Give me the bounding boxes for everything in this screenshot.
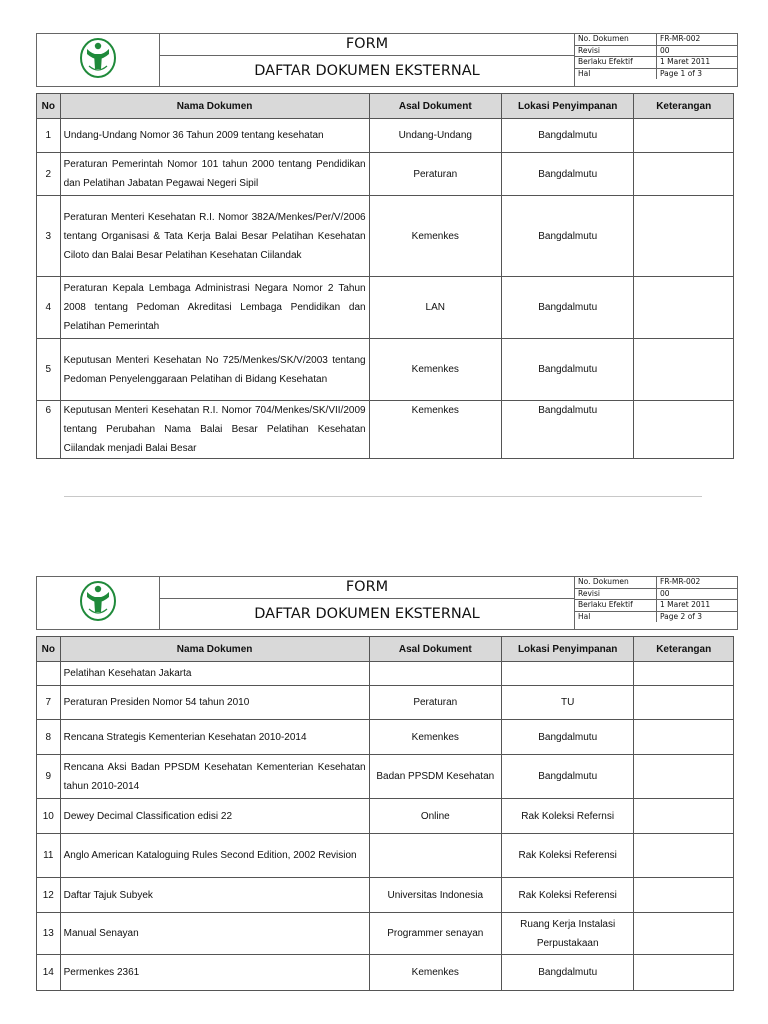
table-row (37, 799, 734, 834)
cell-asal: Kemenkes (369, 720, 501, 755)
cell-no: 6 (37, 401, 61, 459)
meta-label-revisi: Revisi (575, 588, 657, 600)
document-table (36, 93, 734, 459)
page-separator (64, 496, 702, 497)
form-subtitle: DAFTAR DOKUMEN EKSTERNAL (254, 606, 480, 622)
col-header-keterangan: Keterangan (634, 637, 734, 662)
cell-nama: Peraturan Presiden Nomor 54 tahun 2010 (60, 686, 369, 720)
form-header (36, 33, 738, 87)
logo-cell (37, 34, 160, 87)
document-meta (575, 34, 738, 87)
form-title: FORM (160, 577, 574, 599)
meta-value-hal: Page 2 of 3 (660, 611, 703, 621)
document-table (36, 636, 734, 991)
meta-label-revisi: Revisi (575, 45, 657, 57)
cell-keterangan (634, 662, 734, 686)
cell-asal: Online (369, 799, 501, 834)
logo-cell (37, 577, 160, 630)
table-row (37, 913, 734, 955)
cell-lokasi: Bangdalmutu (501, 401, 633, 459)
table-row (37, 196, 734, 277)
cell-nama: Peraturan Kepala Lembaga Administrasi Negara Nomor 2 Tahun 2008 tentang Pedoman Akreditasi Lembaga Pendidikan dan Pelatihan Pemerintah (60, 277, 369, 339)
meta-value-berlaku: 1 Maret 2011 (657, 600, 738, 612)
form-title: FORM (160, 34, 574, 56)
cell-nama: Manual Senayan (60, 913, 369, 955)
table-row (37, 878, 734, 913)
col-header-keterangan: Keterangan (634, 94, 734, 119)
cell-lokasi: Bangdalmutu (501, 955, 633, 991)
cell-keterangan (634, 277, 734, 339)
cell-keterangan (634, 799, 734, 834)
cell-lokasi: Bangdalmutu (501, 277, 633, 339)
meta-label-no-dokumen: No. Dokumen (575, 34, 657, 45)
meta-label-hal: Hal (575, 611, 657, 622)
table-row (37, 686, 734, 720)
cell-lokasi: Rak Koleksi Refernsi (501, 799, 633, 834)
cell-nama: Undang-Undang Nomor 36 Tahun 2009 tentang kesehatan (60, 119, 369, 153)
cell-no: 7 (37, 686, 61, 720)
cell-asal: Undang-Undang (369, 119, 501, 153)
cell-no: 5 (37, 339, 61, 401)
cell-lokasi: Bangdalmutu (501, 755, 633, 799)
form-page-1 (36, 33, 734, 459)
cell-no: 14 (37, 955, 61, 991)
col-header-lokasi: Lokasi Penyimpanan (501, 94, 633, 119)
cell-asal: Peraturan (369, 153, 501, 196)
cell-keterangan (634, 153, 734, 196)
cell-no: 1 (37, 119, 61, 153)
cell-asal: Kemenkes (369, 955, 501, 991)
cell-no: 13 (37, 913, 61, 955)
cell-nama: Daftar Tajuk Subyek (60, 878, 369, 913)
cell-keterangan (634, 119, 734, 153)
cell-keterangan (634, 720, 734, 755)
cell-keterangan (634, 955, 734, 991)
table-row (37, 662, 734, 686)
table-row (37, 119, 734, 153)
meta-value-no-dokumen: FR-MR-002 (657, 34, 738, 45)
table-row (37, 755, 734, 799)
cell-nama: Anglo American Kataloguing Rules Second Edition, 2002 Revision (60, 834, 369, 878)
cell-no: 10 (37, 799, 61, 834)
meta-label-berlaku: Berlaku Efektif (575, 600, 657, 612)
table-row (37, 339, 734, 401)
cell-lokasi: Ruang Kerja Instalasi Perpustakaan (501, 913, 633, 955)
meta-value-revisi: 00 (657, 45, 738, 57)
cell-no (37, 662, 61, 686)
cell-nama: Rencana Strategis Kementerian Kesehatan 2010-2014 (60, 720, 369, 755)
cell-keterangan (634, 834, 734, 878)
bakti-husada-logo-icon (78, 36, 118, 80)
cell-asal (369, 662, 501, 686)
cell-nama: Dewey Decimal Classification edisi 22 (60, 799, 369, 834)
cell-nama: Peraturan Menteri Kesehatan R.I. Nomor 382A/Menkes/Per/V/2006 tentang Organisasi & Tata Kerja Balai Besar Pelatihan Kesehatan Ciloto dan Balai Besar Pelatihan Kesehatan Ciilandak (60, 196, 369, 277)
cell-no: 9 (37, 755, 61, 799)
cell-lokasi: Bangdalmutu (501, 196, 633, 277)
cell-nama: Keputusan Menteri Kesehatan R.I. Nomor 704/Menkes/SK/VII/2009 tentang Perubahan Nama Balai Besar Pelatihan Kesehatan Ciilandak menjadi Balai Besar (60, 401, 369, 459)
meta-value-revisi: 00 (657, 588, 738, 600)
table-row (37, 401, 734, 459)
title-cell (160, 577, 575, 630)
cell-asal: Universitas Indonesia (369, 878, 501, 913)
cell-keterangan (634, 755, 734, 799)
cell-lokasi (501, 662, 633, 686)
cell-nama: Peraturan Pemerintah Nomor 101 tahun 2000 tentang Pendidikan dan Pelatihan Jabatan Pegawai Negeri Sipil (60, 153, 369, 196)
cell-asal (369, 834, 501, 878)
cell-keterangan (634, 913, 734, 955)
cell-asal: Kemenkes (369, 196, 501, 277)
col-header-lokasi: Lokasi Penyimpanan (501, 637, 633, 662)
cell-no: 12 (37, 878, 61, 913)
bakti-husada-logo-icon (78, 579, 118, 623)
cell-keterangan (634, 878, 734, 913)
col-header-no: No (37, 94, 61, 119)
cell-asal: Kemenkes (369, 339, 501, 401)
cell-no: 2 (37, 153, 61, 196)
col-header-asal: Asal Dokument (369, 637, 501, 662)
table-row (37, 720, 734, 755)
form-page-2 (36, 576, 734, 991)
cell-keterangan (634, 686, 734, 720)
form-subtitle: DAFTAR DOKUMEN EKSTERNAL (254, 63, 480, 79)
meta-value-no-dokumen: FR-MR-002 (657, 577, 738, 588)
document-meta (575, 577, 738, 630)
cell-lokasi: Bangdalmutu (501, 119, 633, 153)
table-row (37, 834, 734, 878)
table-row (37, 277, 734, 339)
cell-asal: Peraturan (369, 686, 501, 720)
meta-value-hal: Page 1 of 3 (660, 68, 703, 78)
meta-value-berlaku: 1 Maret 2011 (657, 57, 738, 69)
cell-keterangan (634, 339, 734, 401)
cell-lokasi: Rak Koleksi Referensi (501, 878, 633, 913)
meta-label-berlaku: Berlaku Efektif (575, 57, 657, 69)
cell-lokasi: TU (501, 686, 633, 720)
cell-nama: Pelatihan Kesehatan Jakarta (60, 662, 369, 686)
table-row (37, 153, 734, 196)
cell-nama: Rencana Aksi Badan PPSDM Kesehatan Kementerian Kesehatan tahun 2010-2014 (60, 755, 369, 799)
cell-nama: Keputusan Menteri Kesehatan No 725/Menkes/SK/V/2003 tentang Pedoman Penyelenggaraan Pelatihan di Bidang Kesehatan (60, 339, 369, 401)
cell-no: 3 (37, 196, 61, 277)
title-cell (160, 34, 575, 87)
table-row (37, 955, 734, 991)
cell-asal: Kemenkes (369, 401, 501, 459)
cell-asal: Badan PPSDM Kesehatan (369, 755, 501, 799)
cell-asal: LAN (369, 277, 501, 339)
cell-no: 4 (37, 277, 61, 339)
meta-label-hal: Hal (575, 68, 657, 79)
col-header-nama: Nama Dokumen (60, 94, 369, 119)
cell-no: 8 (37, 720, 61, 755)
col-header-no: No (37, 637, 61, 662)
cell-lokasi: Rak Koleksi Referensi (501, 834, 633, 878)
cell-asal: Programmer senayan (369, 913, 501, 955)
col-header-asal: Asal Dokument (369, 94, 501, 119)
col-header-nama: Nama Dokumen (60, 637, 369, 662)
cell-nama: Permenkes 2361 (60, 955, 369, 991)
cell-lokasi: Bangdalmutu (501, 720, 633, 755)
meta-label-no-dokumen: No. Dokumen (575, 577, 657, 588)
cell-lokasi: Bangdalmutu (501, 153, 633, 196)
cell-keterangan (634, 401, 734, 459)
cell-no: 11 (37, 834, 61, 878)
form-header (36, 576, 738, 630)
cell-lokasi: Bangdalmutu (501, 339, 633, 401)
cell-keterangan (634, 196, 734, 277)
